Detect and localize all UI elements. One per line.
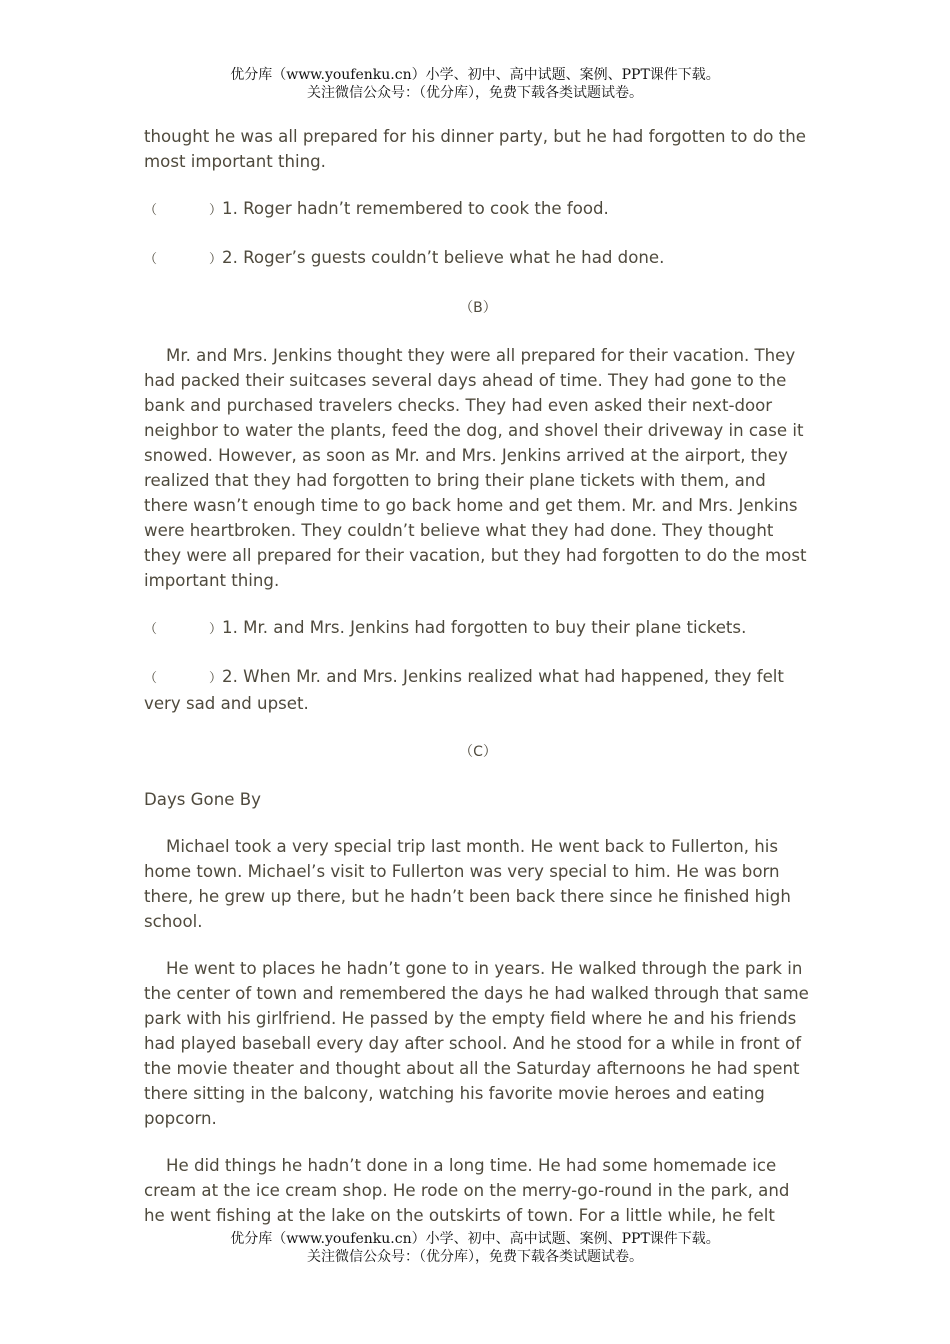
page-header [0,66,950,102]
page-footer [0,1230,950,1266]
question-text: 1. Roger hadn’t remembered to cook the food. [222,199,609,218]
header-line-1: 优分库（www.youfenku.cn）小学、初中、高中试题、案例、PPT课件下载。 [230,67,720,83]
answer-blank-close: ） [209,252,223,267]
section-b-label: （B） [459,300,497,316]
answer-blank-close: ） [209,622,223,637]
section-c-label: （C） [459,744,497,760]
header-line-2: 关注微信公众号：（优分库），免费下载各类试题试卷。 [307,85,643,101]
question-text: 2. When Mr. and Mrs. Jenkins realized what had happened, they felt very sad and upset. [144,667,784,713]
footer-line-2: 关注微信公众号：（优分库），免费下载各类试题试卷。 [307,1249,643,1265]
footer-line-1: 优分库（www.youfenku.cn）小学、初中、高中试题、案例、PPT课件下载。 [230,1231,720,1247]
answer-blank-open: （ [144,203,158,218]
question-b-2 [144,664,812,716]
answer-blank-open: （ [144,252,158,267]
answer-blank-open: （ [144,671,158,686]
passage-c-paragraph-1: Michael took a very special trip last month. He went back to Fullerton, his home town. Michael’s visit to Fullerton was very special to him. He was born there, he grew up there, but he hadn’t been back there since he finished high school. [144,837,791,931]
question-text: 2. Roger’s guests couldn’t believe what he had done. [222,248,665,267]
answer-blank-close: ） [209,671,223,686]
passage-c-paragraph-2: He went to places he hadn’t gone to in years. He walked through the park in the center of town and remembered the days he had walked through that same park with his girlfriend. He passed by the empty field where he and his friends had played baseball every day after school. And he stood for a while in front of the movie theater and thought about all the Saturday afternoons he had spent there sitting in the balcony, watching his favorite movie heroes and eating popcorn. [144,959,809,1128]
question-b-1 [144,615,812,642]
question-a-2 [144,245,812,272]
answer-blank-close: ） [209,203,223,218]
passage-a-ending: thought he was all prepared for his dinner party, but he had forgotten to do the most important thing. [144,127,806,171]
question-a-1 [144,196,812,223]
passage-c-paragraph-3: He did things he hadn’t done in a long time. He had some homemade ice cream at the ice cream shop. He rode on the merry-go-round in the park, and he went fishing at the lake on the outskirts of town. For a little while, he felt [144,1156,790,1225]
answer-blank-open: （ [144,622,158,637]
question-text: 1. Mr. and Mrs. Jenkins had forgotten to buy their plane tickets. [222,618,747,637]
document-body [144,124,812,1250]
passage-b: Mr. and Mrs. Jenkins thought they were all prepared for their vacation. They had packed their suitcases several days ahead of time. They had gone to the bank and purchased travelers checks. They had even asked their next-door neighbor to water the plants, feed the dog, and shovel their driveway in case it snowed. However, as soon as Mr. and Mrs. Jenkins arrived at the airport, they realized that they had forgotten to bring their plane tickets with them, and there wasn’t enough time to go back home and get them. Mr. and Mrs. Jenkins were heartbroken. They couldn’t believe what they had done. They thought they were all prepared for their vacation, but they had forgotten to do the most important thing. [144,346,807,590]
passage-c-title: Days Gone By [144,790,261,809]
